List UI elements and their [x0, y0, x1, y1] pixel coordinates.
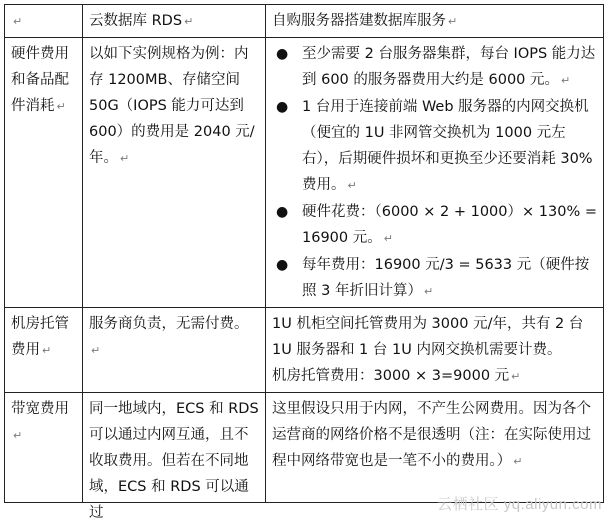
table-row-bandwidth: [5, 393, 604, 503]
table-row-hosting: [5, 308, 604, 393]
header-cell-rds: 云数据库 RDS ↵: [83, 5, 266, 38]
row-label-bandwidth: 带宽费用↵: [5, 393, 83, 503]
hosting-total: 机房托管费用：3000 × 3=9000 元 ↵: [272, 368, 521, 384]
header-cell-self-hosted: 自购服务器搭建数据库服务 ↵: [266, 5, 604, 38]
table-row-hardware: [5, 38, 604, 308]
header-cell-empty: ↵: [5, 5, 83, 38]
list-item: ● 至少需要 2 台服务器集群，每台 IOPS 能力达到 600 的服务器费用大约是 6000 元。 ↵: [272, 41, 597, 94]
hardware-bullet-list: [272, 41, 597, 305]
self-bandwidth-cost: 这里假设只用于内网，不产生公网费用。因为各个运营商的网络价格不是很透明（注：在实际使用过程中网络带宽也是一笔不小的费用。） ↵: [266, 393, 604, 503]
list-item: ● 1 台用于连接前端 Web 服务器的内网交换机（便宜的 1U 非网管交换机为 1000 元左右），后期硬件损坏和更换至少还要消耗 30%费用。 ↵: [272, 94, 597, 199]
list-item: ● 每年费用：16900 元/3 = 5633 元（硬件按照 3 年折旧计算） ↵: [272, 252, 597, 305]
row-label-hardware: 硬件费用和备品配件消耗 ↵: [5, 38, 83, 308]
table-header-row: [5, 5, 604, 38]
bullet-icon: ●: [276, 257, 289, 273]
row-label-hosting: 机房托管费用 ↵: [5, 308, 83, 393]
self-hardware-cost: [266, 38, 604, 308]
list-item: ● 硬件花费：（6000 × 2 + 1000）× 130% = 16900 元。 ↵: [272, 199, 597, 252]
rds-bandwidth-cost: 同一地域内，ECS 和 RDS 可以通过内网互通，且不收取费用。但若在不同地域，ECS 和 RDS 可以通过: [83, 393, 266, 503]
self-hosting-cost: [266, 308, 604, 393]
hosting-description: 1U 机柜空间托管费用为 3000 元/年，共有 2 台 1U 服务器和 1 台 1U 内网交换机需要计费。: [272, 316, 584, 358]
bullet-icon: ●: [276, 46, 289, 62]
watermark: 云栖社区 yq.aliyun.com: [437, 496, 602, 513]
bullet-icon: ●: [276, 204, 289, 220]
rds-hosting-cost: 服务商负责，无需付费。↵: [83, 308, 266, 393]
rds-hardware-cost: 以如下实例规格为例：内存 1200MB、存储空间 50G（IOPS 能力可达到 600）的费用是 2040 元/年。 ↵: [83, 38, 266, 308]
bullet-icon: ●: [276, 99, 289, 115]
